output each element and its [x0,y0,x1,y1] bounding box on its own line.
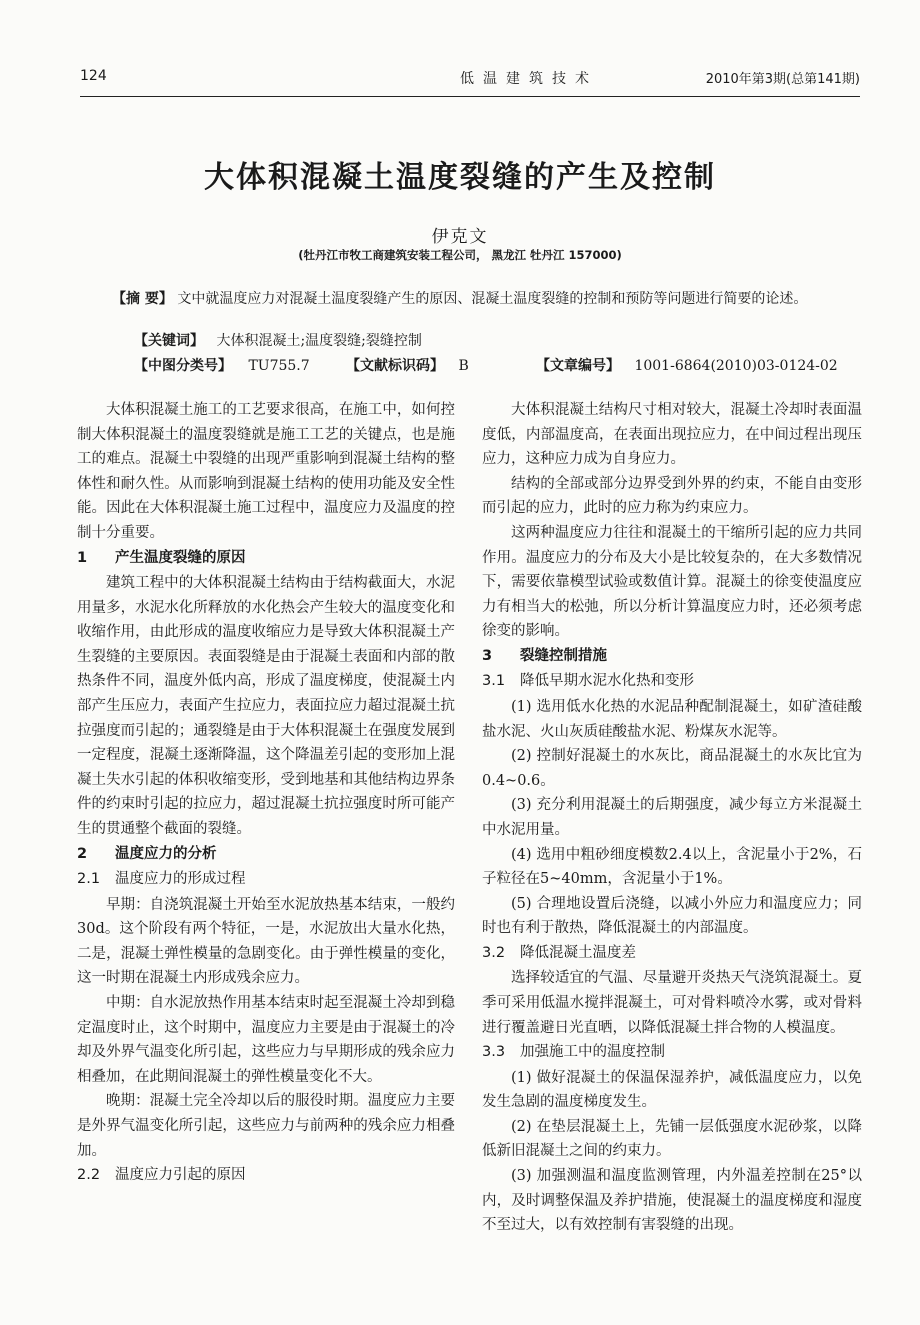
section-1-heading: 1 产生温度裂缝的原因 [77,549,246,566]
clc-value: TU755.7 [248,358,310,374]
page-number: 124 [80,68,107,84]
author-affiliation: (牡丹江市牧工商建筑安装工程公司， 黑龙江 牡丹江 157000) [298,248,622,262]
abstract-label: 【摘 要】 [112,291,173,307]
early-stage-paragraph: 早期：自浇筑混凝土开始至水泥放热基本结束，一般约30d。这个阶段有两个特征，一是，水泥放出大量水化热，二是，混凝土弹性模量的急剧变化。由于弹性模量的变化，这一时期在混凝土内形成残余应力。 [77,896,455,987]
section-3-2-paragraph: 选择较适宜的气温、尽量避开炎热天气浇筑混凝土。夏季可采用低温水搅拌混凝土，可对骨料喷冷水雾，或对骨料进行覆盖避日光直晒，以降低混凝土拌合物的人模温度。 [482,970,862,1036]
doc-code-value: B [458,358,469,374]
late-stage-paragraph: 晚期：混凝土完全冷却以后的服役时期。温度应力主要是外界气温变化所引起，这些应力与前两种的残余应力相叠加。 [77,1093,455,1159]
abstract [112,288,832,310]
running-header [80,62,860,97]
doc-code-label: 【文献标识码】 [346,358,444,374]
section-3-1-heading: 3.1 降低早期水泥水化热和变形 [482,673,694,690]
self-stress-paragraph: 大体积混凝土结构尺寸相对较大，混凝土冷却时表面温度低，内部温度高，在表面出现拉应力，在中间过程出现压应力，这种应力成为自身应力。 [482,402,862,468]
clc-label: 【中图分类号】 [134,358,232,374]
author-name: 伊克文 [431,227,489,247]
clc-number [134,355,310,375]
article-no-label: 【文章编号】 [536,358,620,374]
section-3-heading: 3 裂缝控制措施 [482,647,607,664]
list-item: (3) 加强测温和温度监测管理，内外温差控制在25°以内，及时调整保温及养护措施，使混凝土的温度梯度和湿度不至过大，以有效控制有害裂缝的出现。 [482,1168,862,1234]
list-item: (1) 做好混凝土的保温保湿养护，减低温度应力，以免发生急剧的温度梯度发生。 [482,1069,862,1111]
keywords-text: 大体积混凝土;温度裂缝;裂缝控制 [216,333,422,349]
section-2-1-heading: 2.1 温度应力的形成过程 [77,871,246,888]
middle-stage-paragraph: 中期：自水泥放热作用基本结束时起至混凝土冷却到稳定温度时止，这个时期中，温度应力主要是由于混凝土的冷却及外界气温变化所引起，这些应力与早期形成的残余应力相叠加，在此期间混凝土的弹性模量变化不大。 [77,994,455,1085]
list-item: (2) 在垫层混凝土上，先铺一层低强度水泥砂浆，以降低新旧混凝土之间的约束力。 [482,1118,862,1160]
section-3-2-heading: 3.2 降低混凝土温度差 [482,944,636,961]
keywords [134,330,422,350]
abstract-text: 文中就温度应力对混凝土温度裂缝产生的原因、混凝土温度裂缝的控制和预防等问题进行简要的论述。 [177,291,808,307]
article-no-value: 1001-6864(2010)03-0124-02 [634,358,838,374]
list-item: (5) 合理地设置后浇缝，以减小外应力和温度应力；同时也有利于散热，降低混凝土的内部温度。 [482,895,862,937]
left-column [77,398,455,1189]
list-item: (2) 控制好混凝土的水灰比，商品混凝土的水灰比宜为0.4~0.6。 [482,748,862,789]
constraint-stress-paragraph: 结构的全部或部分边界受到外界的约束，不能自由变形而引起的应力，此时的应力称为约束应力。 [482,475,862,517]
document-code [346,355,469,375]
intro-paragraph: 大体积混凝土施工的工艺要求很高，在施工中，如何控制大体积混凝土的温度裂缝就是施工工艺的关键点，也是施工的难点。混凝土中裂缝的出现严重影响到混凝土结构的整体性和耐久性。从而影响到混凝土结构的使用功能及安全性能。因此在大体积混凝土施工过程中，温度应力及温度的控制十分重要。 [77,402,455,541]
keywords-label: 【关键词】 [134,333,204,349]
right-column [482,398,862,1238]
section-3-3-heading: 3.3 加强施工中的温度控制 [482,1044,665,1061]
list-item: (3) 充分利用混凝土的后期强度，减少每立方米混凝土中水泥用量。 [482,797,862,838]
section-2-heading: 2 温度应力的分析 [77,845,217,862]
article-number [536,355,838,375]
list-item: (4) 选用中粗砂细度模数2.4以上，含泥量小于2%，石子粒径在5~40mm，含泥量小于1%。 [482,846,862,888]
issue-info: 2010年第3期(总第141期) [705,72,860,87]
combined-stress-paragraph: 这两种温度应力往往和混凝土的干缩所引起的应力共同作用。温度应力的分布及大小是比较复杂的，在大多数情况下，需要依靠模型试验或数值计算。混凝土的徐变使温度应力有相当大的松弛，所以分析计算温度应力时，还必须考虑徐变的影响。 [482,524,862,640]
article-title: 大体积混凝土温度裂缝的产生及控制 [204,160,716,195]
section-2-2-heading: 2.2 温度应力引起的原因 [77,1167,246,1184]
list-item: (1) 选用低水化热的水泥品种配制混凝土，如矿渣硅酸盐水泥、火山灰质硅酸盐水泥、粉煤灰水泥等。 [482,698,862,740]
section-1-paragraph: 建筑工程中的大体积混凝土结构由于结构截面大，水泥用量多，水泥水化所释放的水化热会产生较大的温度变化和收缩作用，由此形成的温度收缩应力是导致大体积混凝土产生裂缝的主要原因。表面裂缝是由于混凝土表面和内部的散热条件不同，温度外低内高，形成了温度梯度，使混凝土内部产生压应力，表面产生拉应力，表面拉应力超过混凝土抗拉强度而引起的；通裂缝是由于大体积混凝土在强度发展到一定程度，混凝土逐渐降温，这个降温差引起的变形加上混凝土失水引起的体积收缩变形，受到地基和其他结构边界条件的约束时引起的拉应力，超过混凝土抗拉强度时所可能产生的贯通整个截面的裂缝。 [77,575,455,837]
journal-name: 低温建筑技术 [460,71,598,87]
